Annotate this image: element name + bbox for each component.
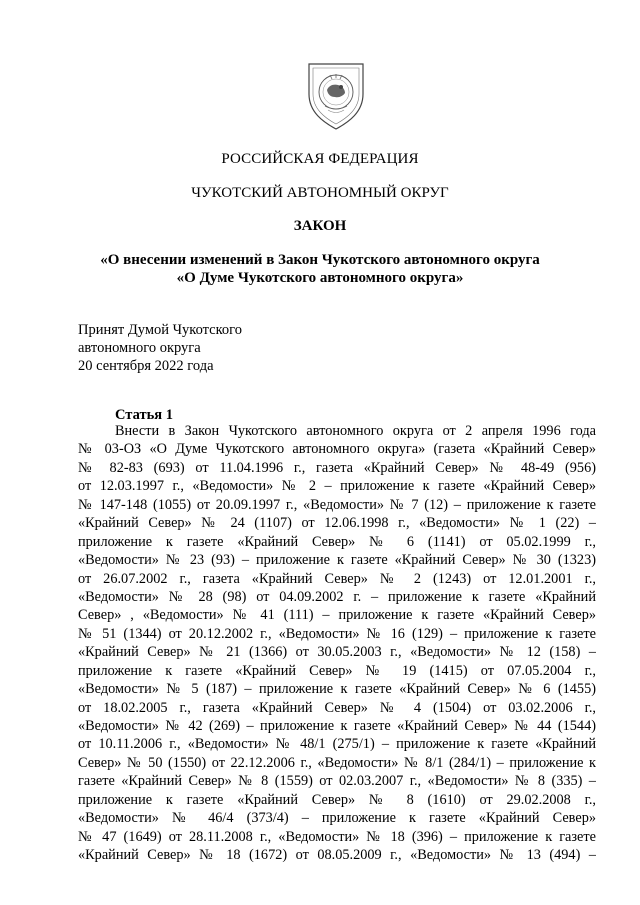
body-line: № 147-148 (1055) от 20.09.1997 г., «Ведомости» № 7 (12) – приложение к газете xyxy=(78,496,596,513)
coat-of-arms-icon xyxy=(301,60,371,132)
body-line: № 47 (1649) от 28.11.2008 г., «Ведомости» № 18 (396) – приложение к газете xyxy=(78,828,596,845)
body-line: от 12.03.1997 г., «Ведомости» № 2 – приложение к газете «Крайний Север» xyxy=(78,478,596,495)
body-line: Север» , «Ведомости» № 41 (111) – приложение к газете «Крайний Север» xyxy=(78,607,596,624)
body-line: «Крайний Север» № 21 (1366) от 30.05.2003 г., «Ведомости» № 12 (158) – xyxy=(78,644,596,661)
body-line: приложение к газете «Крайний Север» № 8 (1610) от 29.02.2008 г., xyxy=(78,791,596,808)
law-title-line-2: «О Думе Чукотского автономного округа» xyxy=(176,270,464,286)
body-line: «Ведомости» № 28 (98) от 04.09.2002 г. – приложение к газете «Крайний xyxy=(78,588,596,605)
body-line: от 26.07.2002 г., газета «Крайний Север» № 2 (1243) от 12.01.2001 г., xyxy=(78,570,596,587)
body-line: «Ведомости» № 23 (93) – приложение к газете «Крайний Север» № 30 (1323) xyxy=(78,552,596,569)
acceptance-date: 20 сентября 2022 года xyxy=(78,358,214,374)
body-line: газете «Крайний Север» № 8 (1559) от 02.03.2007 г., «Ведомости» № 8 (335) – xyxy=(78,773,596,790)
body-line: приложение к газете «Крайний Север» № 6 (1141) от 05.02.1999 г., xyxy=(78,533,596,550)
article-heading: Статья 1 xyxy=(115,407,173,423)
body-line: Внести в Закон Чукотского автономного округа от 2 апреля 1996 года xyxy=(115,423,596,439)
law-title-line-1: «О внесении изменений в Закон Чукотского автономного округа xyxy=(100,252,540,268)
body-line: Север» № 50 (1550) от 22.12.2006 г., «Ведомости» № 8/1 (284/1) – приложение к xyxy=(78,754,596,771)
okrug-heading: ЧУКОТСКИЙ АВТОНОМНЫЙ ОКРУГ xyxy=(191,185,449,201)
body-line: «Ведомости» № 46/4 (373/4) – приложение к газете «Крайний Север» xyxy=(78,810,596,827)
acceptance-block xyxy=(78,321,242,375)
body-line: от 18.02.2005 г., газета «Крайний Север» № 4 (1504) от 03.02.2006 г., xyxy=(78,699,596,716)
body-line: «Крайний Север» № 18 (1672) от 08.05.2009 г., «Ведомости» № 13 (494) – xyxy=(78,847,596,864)
acceptance-line: автономного округа xyxy=(78,340,201,356)
document-type: ЗАКОН xyxy=(293,218,347,234)
acceptance-line: Принят Думой Чукотского xyxy=(78,322,243,338)
body-line: «Крайний Север» № 24 (1107) от 12.06.1998 г., «Ведомости» № 1 (22) – xyxy=(78,515,596,532)
body-line: от 10.11.2006 г., «Ведомости» № 48/1 (275/1) – приложение к газете «Крайний xyxy=(78,736,596,753)
body-line: приложение к газете «Крайний Север» № 19 (1415) от 07.05.2004 г., xyxy=(78,662,596,679)
federation-heading: РОССИЙСКАЯ ФЕДЕРАЦИЯ xyxy=(221,151,419,167)
article-body xyxy=(78,422,596,865)
body-line: № 82-83 (693) от 11.04.1996 г., газета «Крайний Север» № 48-49 (956) xyxy=(78,459,596,476)
body-line: № 51 (1344) от 20.12.2002 г., «Ведомости» № 16 (129) – приложение к газете xyxy=(78,625,596,642)
body-line: «Ведомости» № 42 (269) – приложение к газете «Крайний Север» № 44 (1544) xyxy=(78,718,596,734)
body-line: «Ведомости» № 5 (187) – приложение к газете «Крайний Север» № 6 (1455) xyxy=(78,681,596,698)
body-line: № 03-ОЗ «О Думе Чукотского автономного округа» (газета «Крайний Север» xyxy=(78,441,596,458)
